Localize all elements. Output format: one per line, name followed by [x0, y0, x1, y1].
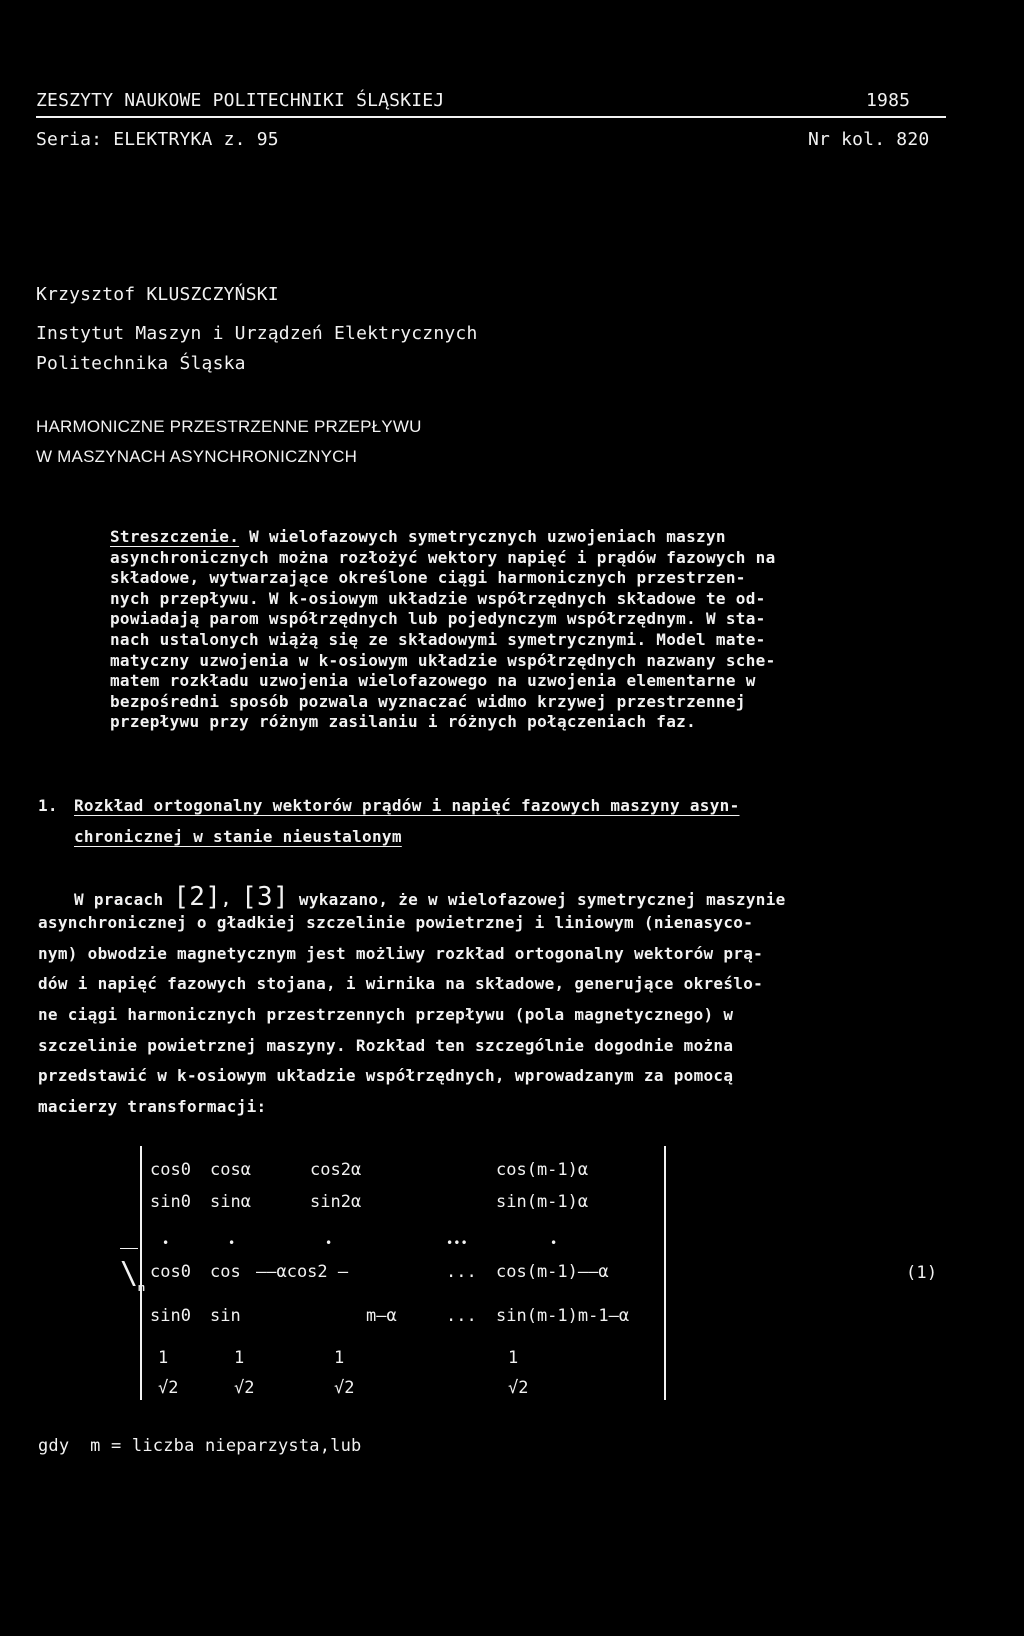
body-text: W pracach	[74, 890, 174, 909]
matrix-cell: sin0	[150, 1306, 191, 1326]
body-line: asynchronicznej o gładkiej szczelinie powietrznej i liniowym (nienasyco-	[38, 913, 754, 932]
matrix-cell: ...	[446, 1262, 477, 1282]
body-line: nym) obwodzie magnetycznym jest możliwy rozkład ortogonalny wektorów prą-	[38, 943, 764, 963]
body-text: wykazano, że w wielofazowej symetrycznej maszynie	[288, 890, 786, 909]
matrix-cell: √2	[334, 1378, 355, 1398]
abstract-label: Streszczenie.	[110, 527, 240, 546]
matrix-ellipsis: •	[325, 1236, 333, 1250]
abstract-line: składowe, wytwarzające określone ciągi harmonicznych przestrzen-	[110, 568, 746, 588]
matrix-right-bracket	[664, 1146, 666, 1400]
matrix-cell: sin	[210, 1306, 241, 1326]
matrix-cell: 1	[508, 1348, 519, 1368]
matrix-cell: 1	[334, 1348, 345, 1368]
matrix-cell: cos0	[150, 1160, 191, 1180]
paper-title-line2: W MASZYNACH ASYNCHRONICZNYCH	[36, 447, 358, 466]
series-label: Seria: ELEKTRYKA z. 95	[36, 129, 279, 150]
header-rule	[36, 116, 946, 118]
body-line: macierzy transformacji:	[38, 1097, 267, 1117]
matrix-cell: cos2α	[310, 1160, 362, 1180]
matrix-ellipsis: •	[550, 1236, 558, 1250]
abstract-line: nych przepływu. W k-osiowym układzie współrzędnych składowe te od-	[110, 588, 766, 608]
matrix-ellipsis: •	[162, 1236, 170, 1250]
equation-number: (1)	[906, 1263, 938, 1283]
abstract-line: asynchronicznych można rozłożyć wektory napięć i prądów fazowych na	[110, 547, 776, 567]
abstract-line: nach ustalonych wiążą się ze składowymi symetrycznymi. Model mate-	[110, 629, 766, 649]
abstract	[110, 527, 776, 733]
body-text: ,	[221, 890, 242, 909]
matrix-symbol-bar	[120, 1248, 138, 1249]
matrix-cell: ——αcos2 —	[256, 1262, 349, 1282]
abstract-line: matem rozkładu uzwojenia wielofazowego na uzwojenia elementarne w	[110, 671, 756, 691]
matrix-cell: ...	[446, 1306, 477, 1326]
citation-ref: [3]	[241, 882, 289, 912]
abstract-line: W wielofazowych symetrycznych uzwojeniach maszyn	[239, 527, 726, 546]
body-line: dów i napięć fazowych stojana, i wirnika na składowe, generujące określo-	[38, 974, 764, 994]
matrix-cell: cos0	[150, 1262, 191, 1282]
matrix-symbol: $\backslash_m$	[120, 1256, 145, 1294]
matrix-cell: cos(m-1)α	[496, 1160, 589, 1180]
abstract-line: powiadają parom współrzędnych lub pojedynczym współrzędnym. W sta-	[110, 609, 766, 629]
abstract-line: matyczny uzwojenia w k-osiowym układzie współrzędnych nazwany sche-	[110, 650, 776, 670]
issue-number: Nr kol. 820	[808, 129, 930, 150]
matrix-ellipsis: •••	[446, 1236, 468, 1250]
matrix-cell: m—α	[366, 1306, 397, 1326]
citation-ref: [2]	[173, 882, 222, 912]
section-title-line1: Rozkład ortogonalny wektorów prądów i napięć fazowych maszyny asyn-	[74, 796, 740, 815]
section-number: 1.	[38, 796, 58, 815]
body-line-first	[74, 882, 786, 912]
matrix-cell: sin0	[150, 1192, 191, 1212]
abstract-line: przepływu przy różnym zasilaniu i różnych połączeniach faz.	[110, 712, 697, 732]
matrix-symbol-subscript: m	[138, 1281, 145, 1294]
journal-name: ZESZYTY NAUKOWE POLITECHNIKI ŚLĄSKIEJ	[36, 90, 445, 111]
section-title-line2: chronicznej w stanie nieustalonym	[74, 827, 402, 846]
condition-text: gdy m = liczba nieparzysta,lub	[38, 1436, 362, 1456]
matrix-cell: cos	[210, 1262, 241, 1282]
matrix-cell: cosα	[210, 1160, 251, 1180]
matrix-ellipsis: •	[228, 1236, 236, 1250]
matrix-cell: 1	[158, 1348, 169, 1368]
body-line: ne ciągi harmonicznych przestrzennych przepływu (pola magnetycznego) w	[38, 1005, 734, 1025]
paper-title-line1: HARMONICZNE PRZESTRZENNE PRZEPŁYWU	[36, 417, 422, 436]
matrix-cell: cos(m-1)——α	[496, 1262, 609, 1282]
body-line: przedstawić w k-osiowym układzie współrzędnych, wprowadzanym za pomocą	[38, 1066, 734, 1086]
matrix-cell: √2	[158, 1378, 179, 1398]
matrix-cell: sin2α	[310, 1192, 362, 1212]
matrix-cell: 1	[234, 1348, 245, 1368]
publication-year: 1985	[866, 90, 911, 111]
abstract-line: bezpośredni sposób pozwala wyznaczać widmo krzywej przestrzennej	[110, 691, 746, 711]
matrix-cell: sinα	[210, 1192, 251, 1212]
body-line: szczelinie powietrznej maszyny. Rozkład ten szczególnie dogodnie można	[38, 1035, 734, 1055]
matrix-cell: √2	[234, 1378, 255, 1398]
author-university: Politechnika Śląska	[36, 353, 246, 374]
body-paragraph	[38, 913, 763, 1128]
matrix-cell: √2	[508, 1378, 529, 1398]
matrix-cell: sin(m-1)m-1—α	[496, 1306, 630, 1326]
matrix-cell: sin(m-1)α	[496, 1192, 589, 1212]
author-name: Krzysztof KLUSZCZYŃSKI	[36, 284, 279, 305]
author-institute: Instytut Maszyn i Urządzeń Elektrycznych	[36, 323, 478, 344]
